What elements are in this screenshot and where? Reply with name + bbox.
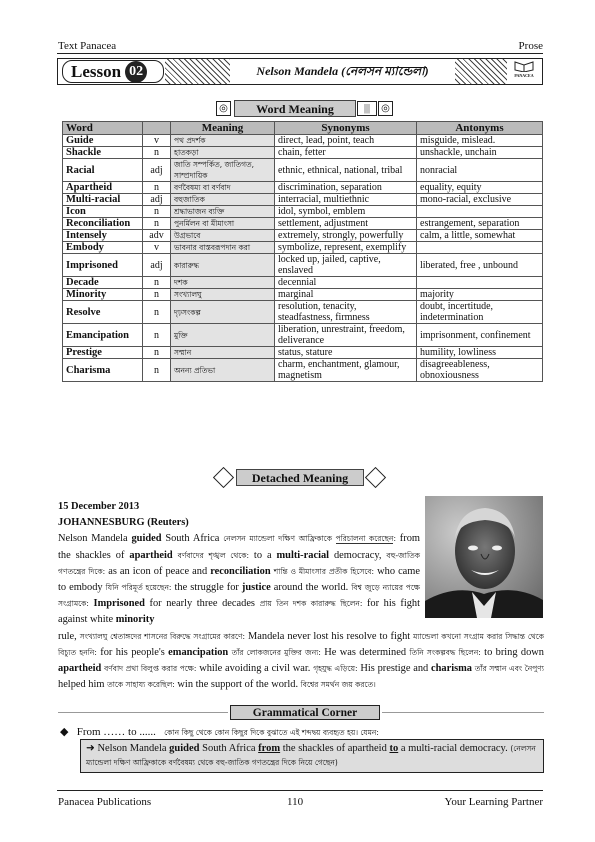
word-cell: Icon	[63, 206, 143, 218]
word-cell: Guide	[63, 135, 143, 147]
example-translation: (নেলসন ম্যান্ডেলা দক্ষিণ আফ্রিকাকে বর্ণবৈষম্য থেকে বহু-জাতিক গণতন্ত্রের দিকে নিয়ে গেছেন)	[86, 744, 536, 767]
arrow-icon: ➜	[86, 743, 95, 754]
lesson-title: Nelson Mandela (নেলসন ম্যান্ডেলা)	[230, 59, 455, 84]
antonyms-cell: unshackle, unchain	[417, 147, 543, 159]
lesson-number: 02	[125, 61, 147, 83]
column-header: Antonyms	[417, 122, 543, 135]
publisher-logo: PANACEA	[508, 60, 540, 83]
divider	[58, 712, 228, 713]
word-cell: Racial	[63, 159, 143, 182]
table-row	[63, 182, 543, 194]
lesson-label: Lesson 02	[62, 60, 164, 83]
antonyms-cell: equality, equity	[417, 182, 543, 194]
column-header: Synonyms	[275, 122, 417, 135]
word-cell: Resolve	[63, 301, 143, 324]
synonyms-cell: locked up, jailed, captive, enslaved	[275, 254, 417, 277]
pos-cell: adj	[143, 159, 171, 182]
table-row	[63, 254, 543, 277]
meaning-cell: সংখ্যালঘু	[171, 289, 275, 301]
pos-cell: n	[143, 277, 171, 289]
pos-cell: n	[143, 218, 171, 230]
meaning-cell: সম্মান	[171, 347, 275, 359]
meaning-cell: উগ্রভাবে	[171, 230, 275, 242]
word-cell: Prestige	[63, 347, 143, 359]
synonyms-cell: extremely, strongly, powerfully	[275, 230, 417, 242]
pos-cell: n	[143, 359, 171, 382]
antonyms-cell: estrangement, separation	[417, 218, 543, 230]
antonyms-cell: calm, a little, somewhat	[417, 230, 543, 242]
word-cell: Charisma	[63, 359, 143, 382]
passage-body: Nelson Mandela guided South Africa নেলসন ম্যান্ডেলা দক্ষিণ আফ্রিকাকে পরিচালনা করেছেন: from the shackles of apartheid বর্ণবাদের শৃঙ্খল থেকে: to a multi-racial democracy, বহু-জাতিক গণতন্ত্রের দিকে: as an icon of peace and reconciliation শান্তি ও মীমাংসার প্রতীক হিসেবে: who came to embody যিনি পরিমূর্ত হয়েছেন: the struggle for justice around the world. বিশ্ব জুড়ে ন্যায়ের পক্ষে সংগ্রামকে: Imprisoned for nearly three decades প্রায় তিন দশক কারারুদ্ধ ছিলেন: for his fight against white minority	[58, 533, 421, 626]
word-cell: Reconciliation	[63, 218, 143, 230]
word-cell: Imprisoned	[63, 254, 143, 277]
antonyms-cell: humility, lowliness	[417, 347, 543, 359]
antonyms-cell: doubt, incertitude, indetermination	[417, 301, 543, 324]
from-to-rule	[60, 725, 379, 740]
synonyms-cell: symbolize, represent, exemplify	[275, 242, 417, 254]
pos-cell: n	[143, 147, 171, 159]
column-header	[143, 122, 171, 135]
grammar-example: ➜ Nelson Mandela guided South Africa from the shackles of apartheid to a multi-racial democracy. (নেলসন ম্যান্ডেলা দক্ষিণ আফ্রিকাকে বর্ণবৈষম্য থেকে বহু-জাতিক গণতন্ত্রের দিকে নিয়ে গেছেন)	[80, 739, 544, 773]
from-to-phrase: From …… to ......	[76, 726, 156, 738]
synonyms-cell: ethnic, ethnical, national, tribal	[275, 159, 417, 182]
synonyms-cell: chain, fetter	[275, 147, 417, 159]
detached-meaning-passage	[58, 499, 544, 693]
pos-cell: adj	[143, 194, 171, 206]
word-cell: Decade	[63, 277, 143, 289]
table-row	[63, 218, 543, 230]
synonyms-cell: marginal	[275, 289, 417, 301]
pos-cell: n	[143, 206, 171, 218]
pos-cell: n	[143, 182, 171, 194]
pos-cell: n	[143, 347, 171, 359]
synonyms-cell: liberation, unrestraint, freedom, deliverance	[275, 324, 417, 347]
header-book-title: Text Panacea	[58, 40, 117, 52]
word-cell: Minority	[63, 289, 143, 301]
synonyms-cell: direct, lead, point, teach	[275, 135, 417, 147]
pos-cell: adv	[143, 230, 171, 242]
footer-publisher: Panacea Publications	[58, 796, 152, 808]
synonyms-cell: charm, enchantment, glamour, magnetism	[275, 359, 417, 382]
synonyms-cell: idol, symbol, emblem	[275, 206, 417, 218]
article-date: 15 December 2013	[58, 501, 140, 512]
footer-rule	[57, 790, 543, 791]
detached-meaning-heading: Detached Meaning	[236, 469, 364, 486]
meaning-cell: ভাবনার বাস্তবরূপদান করা	[171, 242, 275, 254]
antonyms-cell: disagreeableness, obnoxiousness	[417, 359, 543, 382]
meaning-cell: পুনর্মিলন বা মীমাংসা	[171, 218, 275, 230]
pos-cell: n	[143, 324, 171, 347]
table-row	[63, 230, 543, 242]
target-icon: ◎	[216, 101, 231, 116]
antonyms-cell: misguide, mislead.	[417, 135, 543, 147]
meaning-cell: হাতকড়া	[171, 147, 275, 159]
meaning-cell: দশক	[171, 277, 275, 289]
meaning-cell: বহুজাতিক	[171, 194, 275, 206]
table-row	[63, 242, 543, 254]
word-cell: Emancipation	[63, 324, 143, 347]
synonyms-cell: resolution, tenacity, steadfastness, firmness	[275, 301, 417, 324]
meaning-cell: মুক্তি	[171, 324, 275, 347]
antonyms-cell: mono-racial, exclusive	[417, 194, 543, 206]
synonyms-cell: discrimination, separation	[275, 182, 417, 194]
table-row	[63, 347, 543, 359]
word-cell: Intensely	[63, 230, 143, 242]
header-section: Prose	[518, 40, 543, 52]
diamond-icon	[213, 467, 234, 488]
table-row	[63, 159, 543, 182]
antonyms-cell: nonracial	[417, 159, 543, 182]
meaning-cell: অনন্য প্রতিভা	[171, 359, 275, 382]
word-meaning-heading: Word Meaning	[234, 100, 356, 117]
bars-icon: |||	[357, 101, 377, 116]
pos-cell: n	[143, 289, 171, 301]
word-cell: Multi-racial	[63, 194, 143, 206]
table-row	[63, 135, 543, 147]
header-rule	[57, 53, 543, 54]
pos-cell: n	[143, 301, 171, 324]
footer-tagline: Your Learning Partner	[444, 796, 543, 808]
pos-cell: adj	[143, 254, 171, 277]
meaning-cell: জাতি সম্পর্কিত, জাতিগত, সাম্প্রদায়িক	[171, 159, 275, 182]
synonyms-cell: interracial, multiethnic	[275, 194, 417, 206]
column-header: Word	[63, 122, 143, 135]
table-row	[63, 206, 543, 218]
word-meaning-table	[62, 121, 543, 382]
pos-cell: v	[143, 242, 171, 254]
hatch-left	[165, 59, 230, 84]
article-dateline: JOHANNESBURG (Reuters)	[58, 517, 189, 529]
book-icon	[514, 60, 534, 72]
divider	[382, 712, 544, 713]
grammatical-corner-heading: Grammatical Corner	[230, 705, 380, 720]
table-row	[63, 324, 543, 347]
from-to-explanation: কোন কিছু থেকে কোন কিছুর দিকে বুঝাতে এই শব্দদ্বয় ব্যবহৃত হয়। যেমন:	[164, 728, 379, 737]
diamond-icon	[365, 467, 386, 488]
antonyms-cell	[417, 277, 543, 289]
bullet-diamond-icon: ◆	[60, 726, 69, 738]
meaning-cell: দৃঢ়সংকল্প	[171, 301, 275, 324]
antonyms-cell	[417, 242, 543, 254]
meaning-cell: বর্ণবৈষম্য বা বর্ণবাদ	[171, 182, 275, 194]
synonyms-cell: decennial	[275, 277, 417, 289]
hatch-right	[455, 59, 507, 84]
word-cell: Apartheid	[63, 182, 143, 194]
table-row	[63, 289, 543, 301]
table-row	[63, 147, 543, 159]
target-icon: ◎	[378, 101, 393, 116]
antonyms-cell: liberated, free , unbound	[417, 254, 543, 277]
meaning-cell: শ্রদ্ধাভাজন ব্যক্তি	[171, 206, 275, 218]
table-header-row	[63, 122, 543, 135]
word-cell: Shackle	[63, 147, 143, 159]
table-row	[63, 359, 543, 382]
page-number: 110	[287, 796, 304, 808]
column-header: Meaning	[171, 122, 275, 135]
passage-body-cont: rule, সংখ্যালঘু শ্বেতাঙ্গদের শাসনের বিরুদ্ধে সংগ্রামের কারণে: Mandela never lost his resolve to fight ম্যান্ডেলা কখনো সংগ্রাম করার সিদ্ধান্ত থেকে বিচ্যুত হননি: for his people's emancipation তাঁর লোকজনের মুক্তির জন্য: He was determined তিনি সংকল্পবদ্ধ ছিলেন: to bring down apartheid বর্ণবাদ প্রথা বিলুপ্ত করার পক্ষে: while avoiding a civil war. গৃহযুদ্ধ এড়িয়ে: His prestige and charisma তাঁর সম্মান এবং নৈপুণ্য helped him তাকে সাহায্য করেছিল: win the support of the world. বিশ্বের সমর্থন জয় করতে।	[58, 630, 545, 691]
table-row	[63, 194, 543, 206]
antonyms-cell: majority	[417, 289, 543, 301]
table-row	[63, 301, 543, 324]
synonyms-cell: status, stature	[275, 347, 417, 359]
synonyms-cell: settlement, adjustment	[275, 218, 417, 230]
meaning-cell: কারারুদ্ধ	[171, 254, 275, 277]
antonyms-cell	[417, 206, 543, 218]
word-cell: Embody	[63, 242, 143, 254]
antonyms-cell: imprisonment, confinement	[417, 324, 543, 347]
pos-cell: v	[143, 135, 171, 147]
meaning-cell: পথ প্রদর্শক	[171, 135, 275, 147]
table-row	[63, 277, 543, 289]
